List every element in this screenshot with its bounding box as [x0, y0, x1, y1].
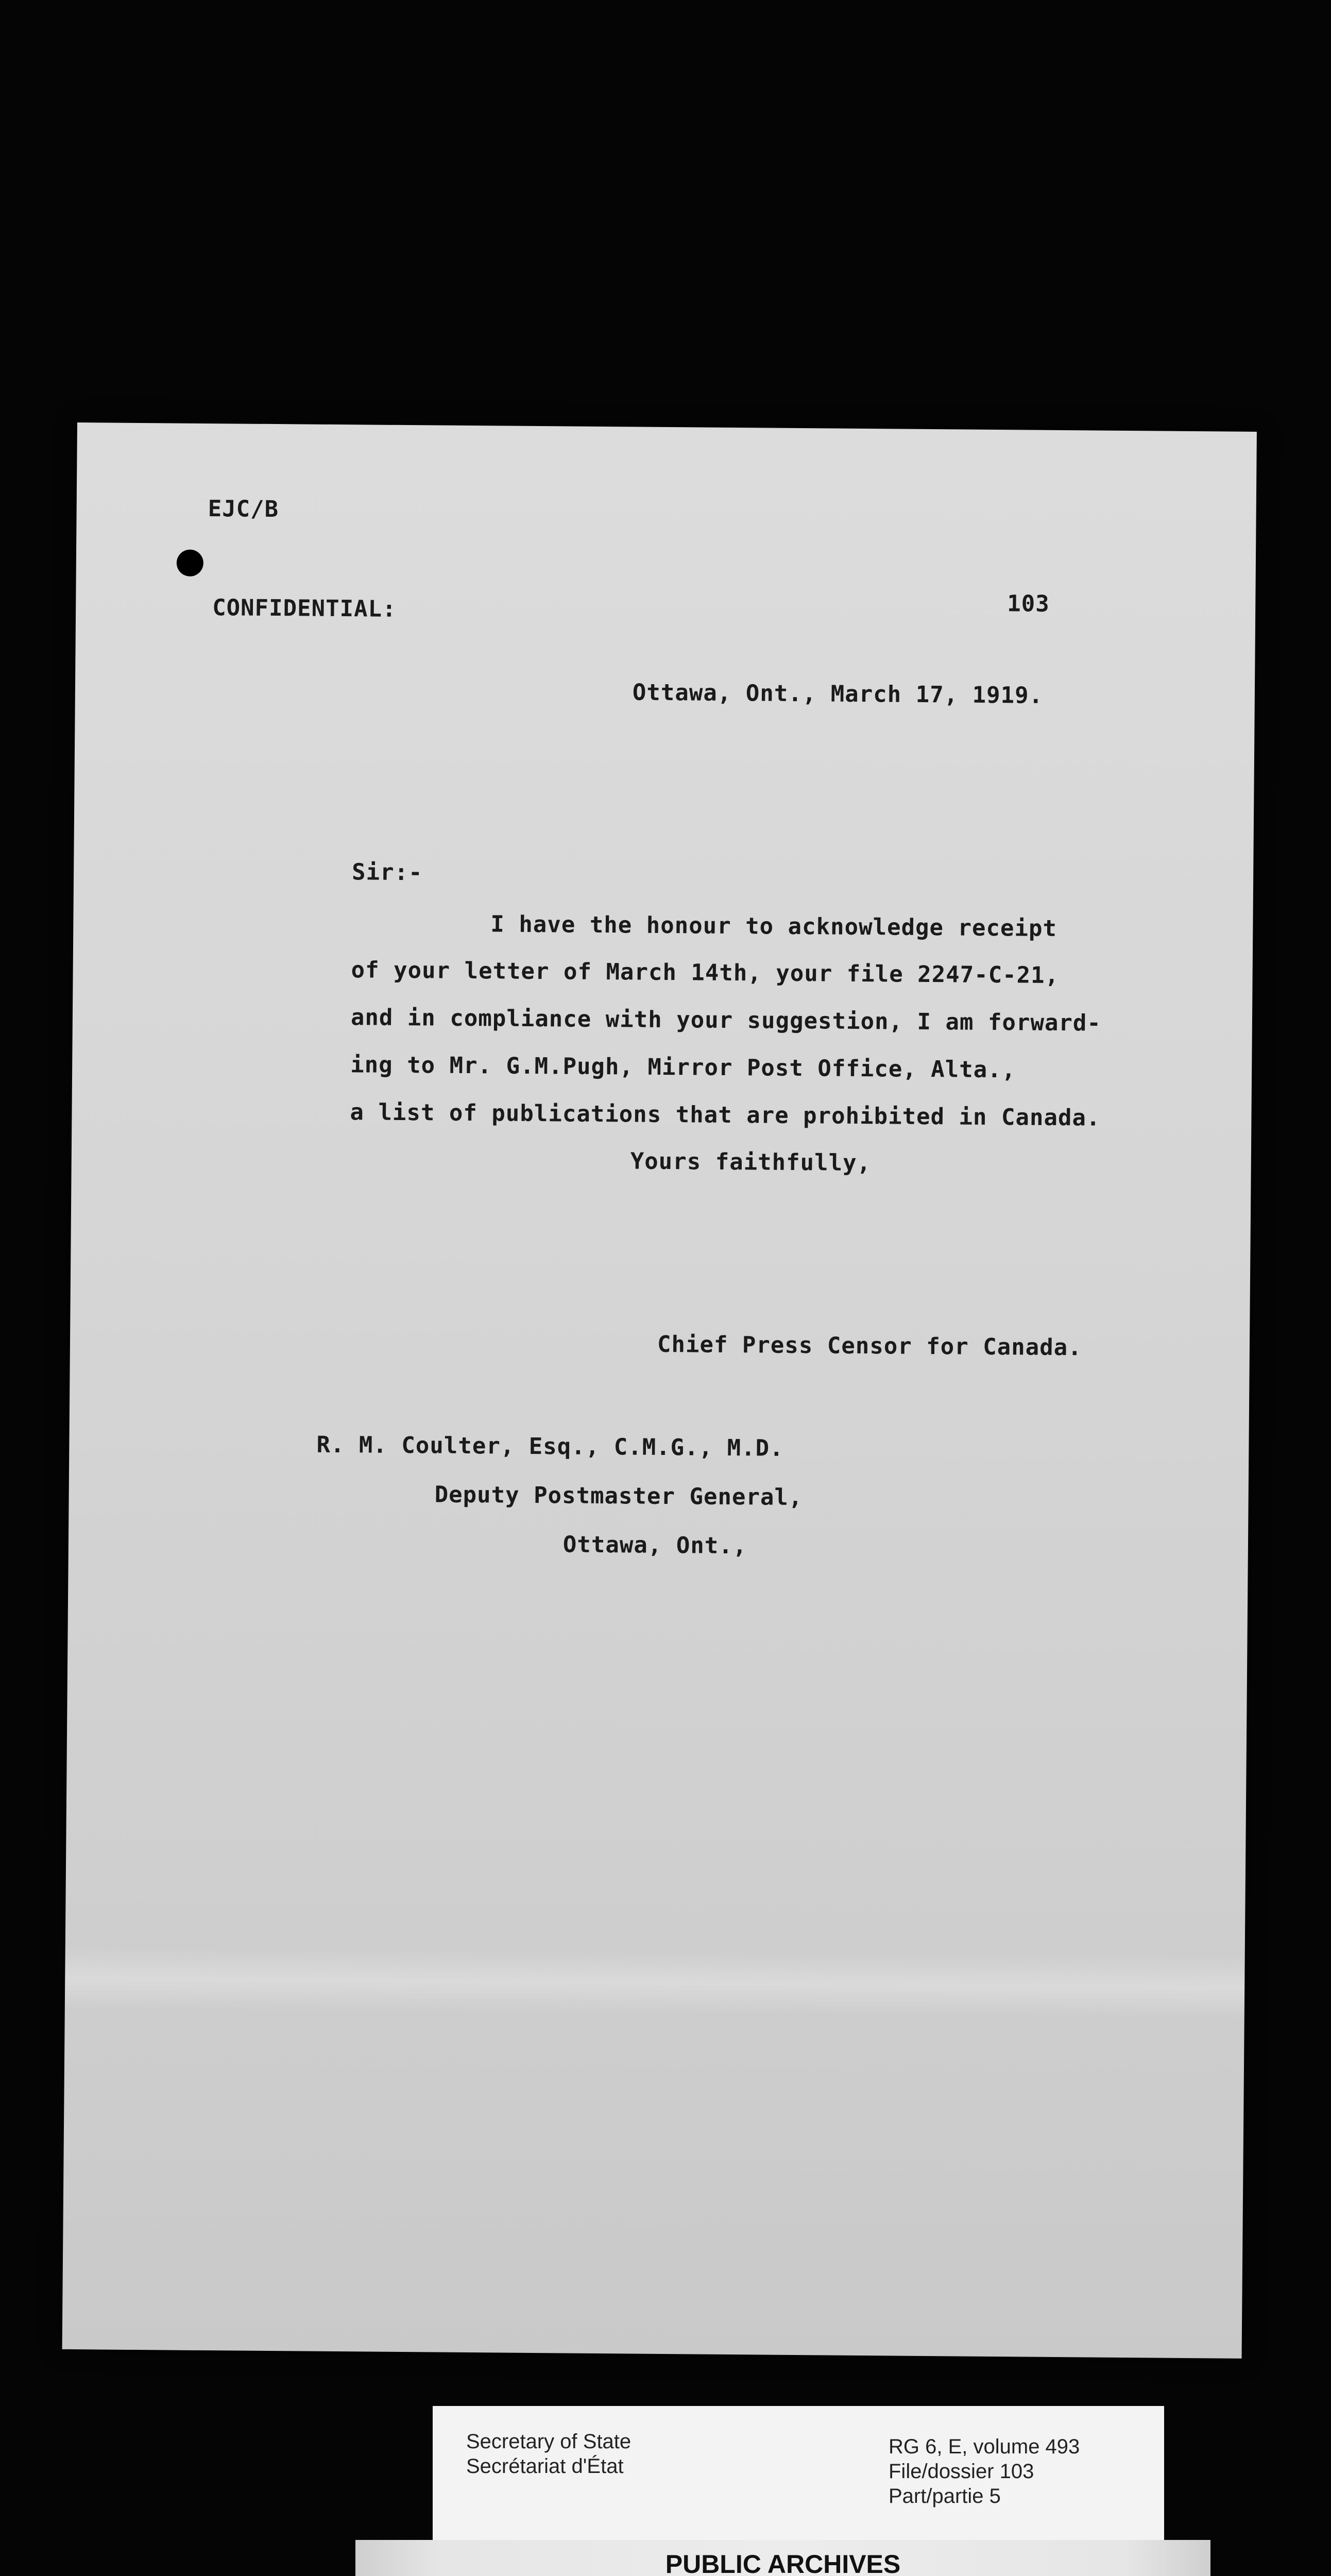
- file-number: File/dossier 103: [889, 2460, 1034, 2483]
- body-line-4: ing to Mr. G.M.Pugh, Mirror Post Office, Alta.,: [350, 1052, 1016, 1083]
- paper-crease: [65, 1947, 1245, 2019]
- signature-title: Chief Press Censor for Canada.: [657, 1331, 1082, 1361]
- punch-hole: [177, 550, 203, 577]
- salutation: Sir:-: [351, 859, 423, 886]
- closing: Yours faithfully,: [630, 1148, 872, 1177]
- recipient-name: R. M. Coulter, Esq., C.M.G., M.D.: [316, 1431, 784, 1462]
- confidential-heading: CONFIDENTIAL:: [212, 595, 397, 622]
- recipient-city: Ottawa, Ont.,: [562, 1531, 747, 1560]
- department-fr: Secrétariat d'État: [466, 2455, 624, 2478]
- body-line-2: of your letter of March 14th, your file 2247-C-21,: [351, 957, 1060, 989]
- public-archives-stamp: [355, 2540, 1210, 2576]
- place-date: Ottawa, Ont., March 17, 1919.: [632, 679, 1044, 709]
- part-number: Part/partie 5: [889, 2485, 1001, 2507]
- body-line-5: a list of publications that are prohibited in Canada.: [350, 1099, 1101, 1131]
- body-line-1: I have the honour to acknowledge receipt: [490, 911, 1057, 942]
- archives-title-en: PUBLIC ARCHIVES: [665, 2550, 901, 2576]
- reference-initials: EJC/B: [208, 495, 279, 523]
- department-en: Secretary of State: [466, 2430, 632, 2453]
- page-number: 103: [1007, 590, 1050, 617]
- recipient-position: Deputy Postmaster General,: [434, 1481, 803, 1511]
- body-line-3: and in compliance with your suggestion, I am forward-: [350, 1004, 1102, 1037]
- record-group: RG 6, E, volume 493: [889, 2435, 1080, 2458]
- letter-page: [62, 422, 1257, 2359]
